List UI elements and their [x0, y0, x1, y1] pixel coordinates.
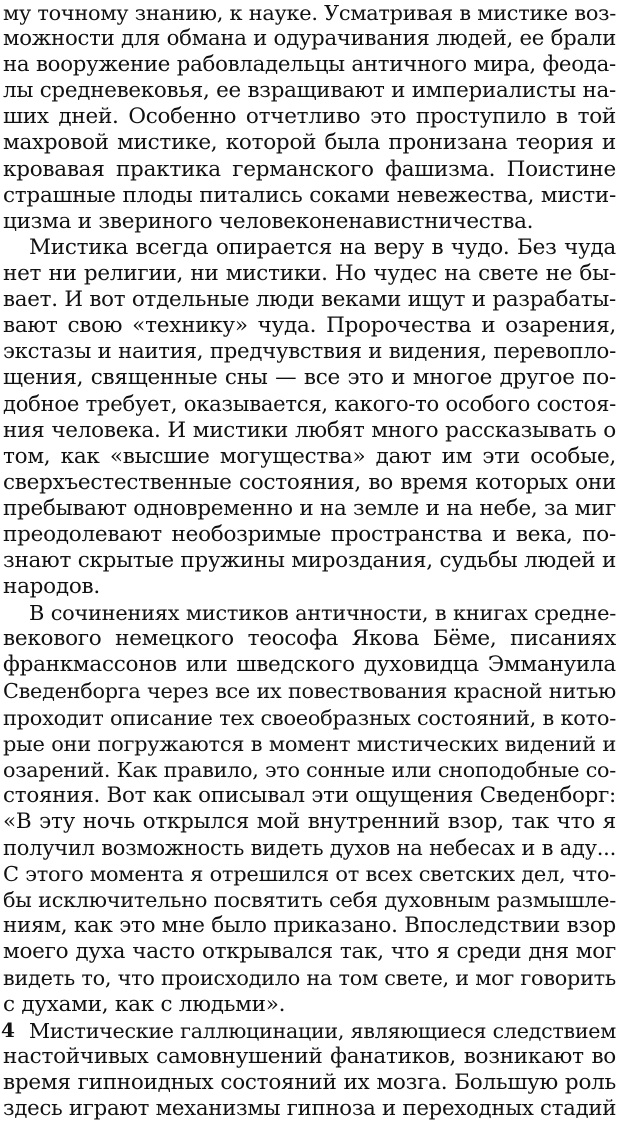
- text-line: том, как «высшие могущества» дают им эти особые,: [3, 443, 616, 469]
- paragraph: [3, 235, 616, 600]
- text-line: векового немецкого теософа Якова Бёме, писаниях: [3, 626, 616, 652]
- text-line: время гипноидных состояний их мозга. Большую роль: [3, 1069, 616, 1095]
- text-line: лы средневековья, ее взращивают и империалисты на-: [3, 78, 616, 104]
- text-line: цизма и звериного человеконенавистничества.: [3, 208, 534, 234]
- text-line: му точному знанию, к науке. Усматривая в мистике воз-: [3, 1, 616, 25]
- text-line: рые они погружаются в момент мистических видений и: [3, 731, 616, 756]
- paragraph: [3, 600, 616, 1018]
- text-line: стояния. Вот как описывал эти ощущения Сведенборг:: [3, 782, 616, 808]
- text-line: здесь играют механизмы гипноза и переходных стадий: [3, 1095, 617, 1121]
- text-line: ших дней. Особенно отчетливо это проступило в той: [3, 104, 616, 130]
- text-line: настойчивых самовнушений фанатиков, возникают во: [3, 1043, 616, 1069]
- text-line: нет ни религии, ни мистики. Но чудес на свете не бы-: [3, 260, 616, 286]
- text-line: ниям, как это мне было приказано. Впоследствии взор: [3, 913, 616, 939]
- paragraph: [3, 0, 616, 235]
- text-line: Мистика всегда опирается на веру в чудо. Без чуда: [29, 234, 616, 260]
- text-line: страшные плоды питались соками невежества, мисти-: [3, 182, 616, 208]
- text-line: вают свою «технику» чуда. Пророчества и озарения,: [3, 313, 616, 339]
- text-line: вает. И вот отдельные люди веками ищут и разрабаты-: [3, 287, 616, 313]
- text-line: можности для обмана и одурачивания людей, ее брали: [3, 26, 616, 52]
- paragraph: [3, 1018, 616, 1122]
- text-line: экстазы и наития, предчувствия и видения, перевопло-: [3, 339, 616, 365]
- text-line: С этого момента я отрешился от всех светских дел, что-: [3, 862, 616, 887]
- text-line: кровавая практика германского фашизма. Поистине: [3, 156, 616, 182]
- text-line: «В эту ночь открылся мой внутренний взор, так что я: [3, 808, 616, 834]
- text-line: знают скрытые пружины мироздания, судьбы людей и: [3, 547, 616, 573]
- page-number: 4: [1, 1018, 15, 1042]
- text-line: Сведенборга через все их повествования красной нитью: [3, 679, 616, 704]
- text-line: проходит описание тех своеобразных состояний, в кото-: [3, 705, 616, 730]
- text-line: добное требует, оказывается, какого-то особого состоя-: [3, 391, 616, 417]
- text-line: озарений. Как правило, это сонные или сноподобные со-: [3, 757, 616, 782]
- body-text: [3, 0, 616, 1122]
- text-line: видеть то, что происходило на том свете, и мог говорить: [3, 966, 616, 991]
- text-line: махровой мистике, которой была пронизана теория и: [3, 130, 616, 156]
- text-line: щения, священные сны — все это и многое другое по-: [3, 365, 616, 391]
- text-line: Мистические галлюцинации, являющиеся следствием: [29, 1018, 616, 1043]
- text-line: пребывают одновременно и на земле и на небе, за миг: [3, 495, 616, 521]
- text-line: ния человека. И мистики любят много рассказывать о: [3, 417, 616, 443]
- text-line: народов.: [3, 574, 100, 600]
- text-line: франкмассонов или шведского духовидца Эммануила: [3, 652, 616, 678]
- text-line: сверхъестественные состояния, во время которых они: [3, 469, 616, 495]
- text-line: В сочинениях мистиков античности, в книгах средне-: [29, 601, 616, 626]
- text-line: получил возможность видеть духов на небесах и в аду...: [3, 836, 616, 860]
- text-line: с духами, как с людьми».: [3, 991, 286, 1017]
- text-line: на вооружение рабовладельцы античного мира, феода-: [3, 52, 616, 78]
- text-line: бы исключительно посвятить себя духовным размышле-: [3, 888, 616, 913]
- text-line: моего духа часто открывался так, что я среди дня мог: [3, 939, 616, 965]
- text-line: преодолевают необозримые пространства и века, по-: [3, 521, 616, 547]
